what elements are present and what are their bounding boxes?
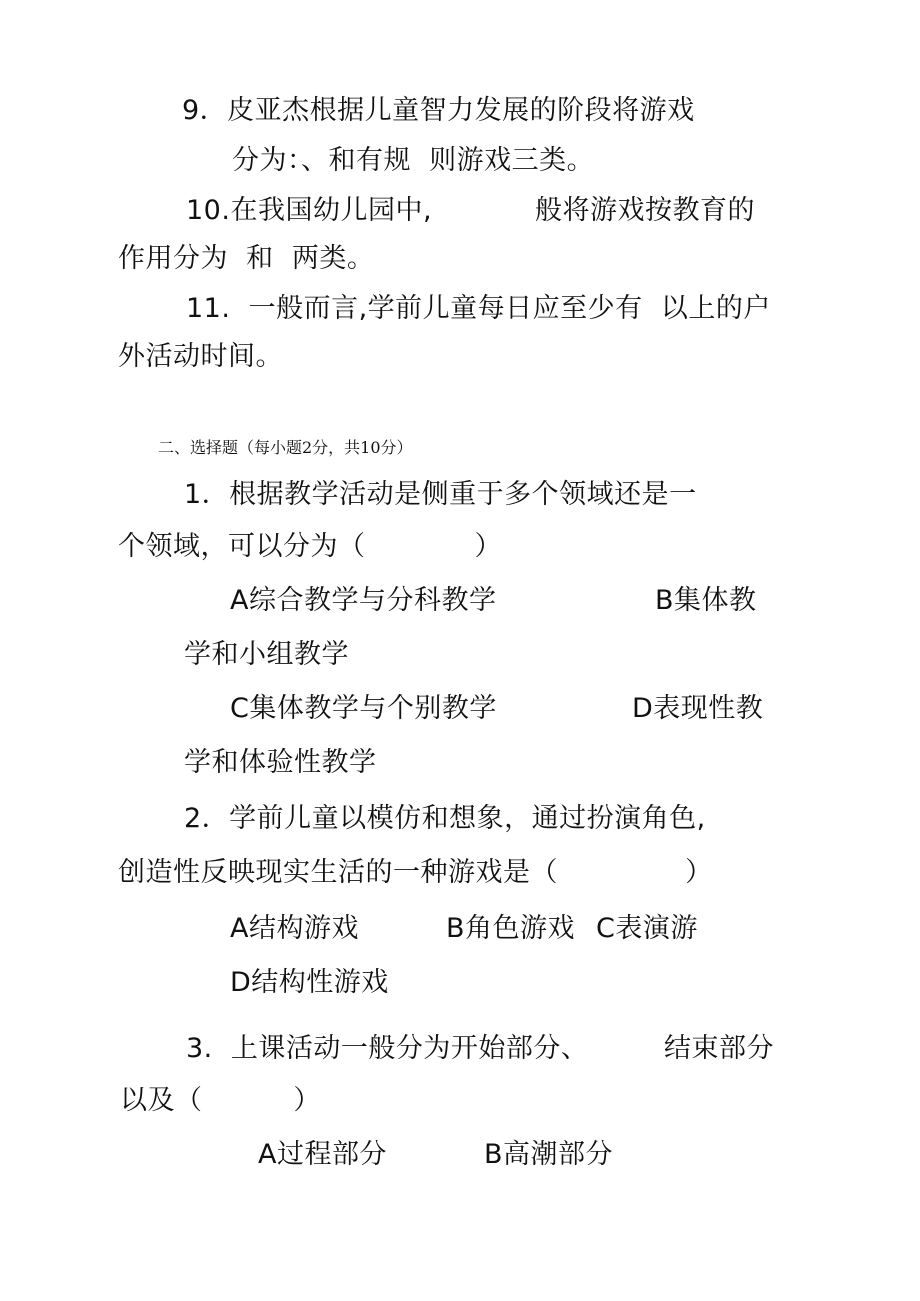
q10-line-1b: 般将游戏按教育的 xyxy=(535,195,755,226)
q10-line-1a: 10.在我国幼儿园中, xyxy=(186,195,433,226)
mc-q1-option-a: A综合教学与分科教学 xyxy=(230,585,497,616)
mc-q3-option-b: B高潮部分 xyxy=(484,1139,614,1170)
mc-q1-option-d: D表现性教 xyxy=(632,693,764,724)
mc-q2-option-c: C表演游 xyxy=(596,913,698,944)
mc-q2-line-1: 2．学前儿童以模仿和想象，通过扮演角色, xyxy=(184,803,706,834)
mc-q1-option-d-cont: 学和体验性教学 xyxy=(184,747,377,778)
mc-q3-line-1a: 3. 上课活动一般分为开始部分、 xyxy=(186,1033,589,1064)
mc-q1-option-b-cont: 学和小组教学 xyxy=(184,639,349,670)
mc-q2-option-b: B角色游戏 xyxy=(446,913,576,944)
mc-q3-line-2: 以及（ ） xyxy=(120,1085,321,1116)
q9-line-2: 分为：、和有规 则游戏三类。 xyxy=(232,145,595,176)
section-heading: 二、选择题（每小题2分，共10分） xyxy=(158,438,413,457)
mc-q1-option-b: B集体教 xyxy=(655,585,757,616)
mc-q1-line-1: 1．根据教学活动是侧重于多个领域还是一 xyxy=(184,479,697,510)
mc-q1-line-2: 个领域，可以分为（ ） xyxy=(118,531,502,562)
q10-line-2: 作用分为 和 两类。 xyxy=(118,243,375,274)
mc-q3-line-1b: 结束部分 xyxy=(664,1033,774,1064)
q11-line-2: 外活动时间。 xyxy=(118,341,283,372)
mc-q2-line-2: 创造性反映现实生活的一种游戏是（ ） xyxy=(118,857,713,888)
mc-q1-option-c: C集体教学与个别教学 xyxy=(230,693,497,724)
mc-q2-option-d: D结构性游戏 xyxy=(230,967,389,998)
q11-line-1: 11. 一般而言,学前儿童每日应至少有 以上的户 xyxy=(186,293,771,324)
q9-line-1: 9．皮亚杰根据儿童智力发展的阶段将游戏 xyxy=(182,95,695,126)
mc-q2-option-a: A结构游戏 xyxy=(230,913,359,944)
mc-q3-option-a: A过程部分 xyxy=(258,1139,387,1170)
